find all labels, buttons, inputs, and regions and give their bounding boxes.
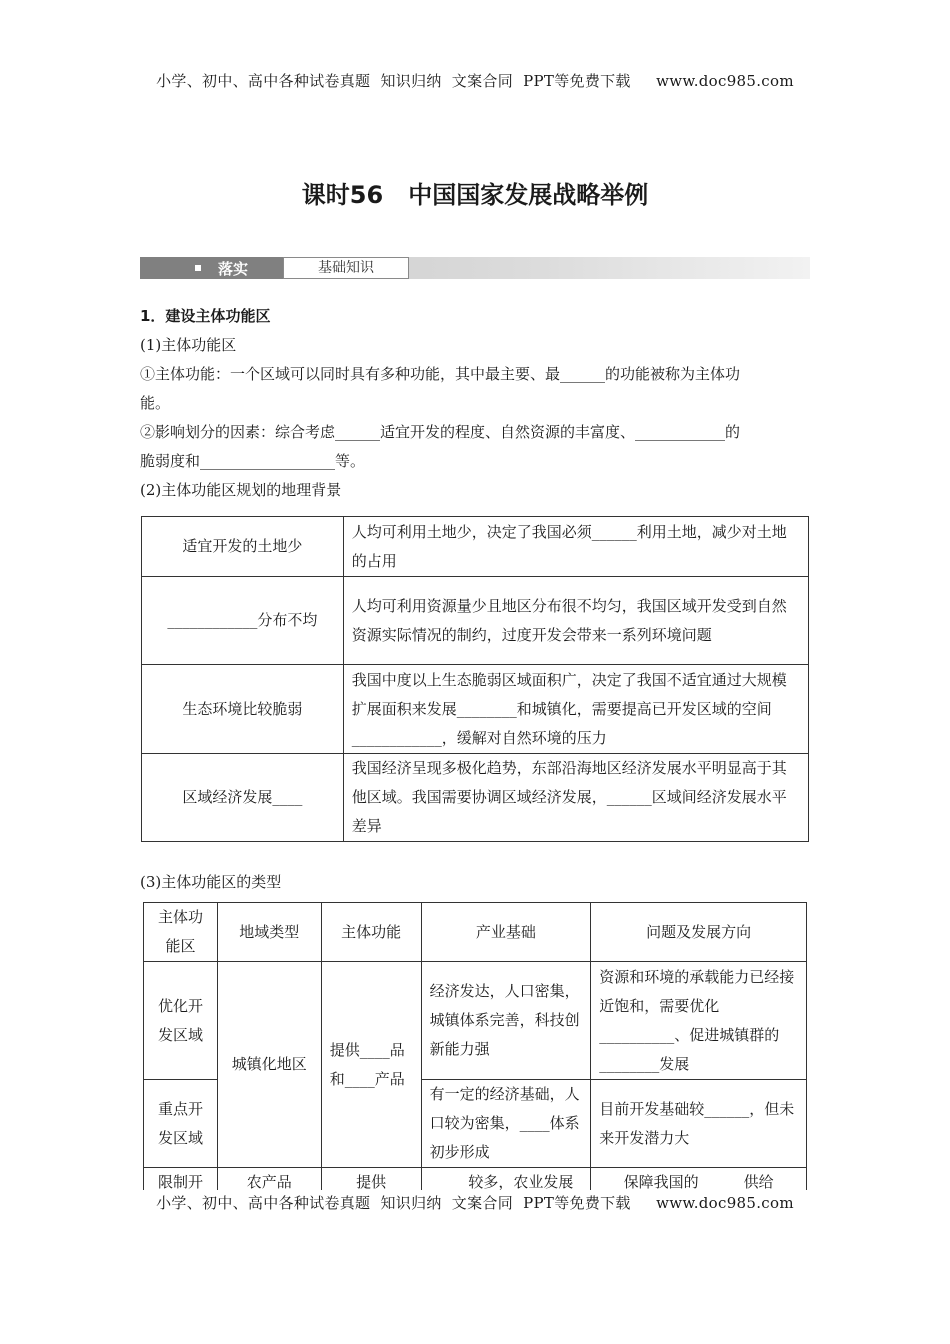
table-cell: 提供____品和____产品 (321, 962, 421, 1168)
table-cell: 适宜开发的土地少 (142, 517, 344, 577)
table-cell: 重点开发区域 (144, 1080, 218, 1168)
table-cell: ____________分布不均 (142, 577, 344, 665)
paragraph: ②影响划分的因素：综合考虑______适宜开发的程度、自然资源的丰富度、____________的 (140, 423, 741, 441)
page-title: 课时56 中国国家发展战略举例 (301, 181, 649, 209)
table-cell: 农产品 (217, 1168, 321, 1191)
paragraph: 能。 (140, 394, 171, 412)
table-cell: ____较多，农业发展 (421, 1168, 591, 1191)
paragraph: 脆弱度和__________________等。 (140, 452, 366, 470)
subsection-title: (2)主体功能区规划的地理背景 (140, 481, 342, 499)
banner-tab-label: 基础知识 (283, 257, 409, 279)
table-cell: 区域经济发展____ (142, 754, 344, 842)
paragraph: ①主体功能：一个区域可以同时具有多种功能，其中最主要、最______的功能被称为主体功 (140, 365, 741, 383)
table-cell: 人均可利用土地少，决定了我国必须______利用土地，减少对土地的占用 (343, 517, 808, 577)
zone-types-table (143, 902, 807, 1190)
table-cell: 人均可利用资源量少且地区分布很不均匀，我国区域开发受到自然资源实际情况的制约，过度开发会带来一系列环境问题 (343, 577, 808, 665)
table-header-cell: 问题及发展方向 (591, 903, 807, 962)
table-cell: 提供 (321, 1168, 421, 1191)
table-header-cell: 产业基础 (421, 903, 591, 962)
table-cell: 目前开发基础较______，但未来开发潜力大 (591, 1080, 807, 1168)
table-cell: 生态环境比较脆弱 (142, 665, 344, 754)
subsection-title: (1)主体功能区 (140, 336, 237, 354)
subsection-title: (3)主体功能区的类型 (140, 873, 282, 891)
table-cell: 保障我国的______供给 (591, 1168, 807, 1191)
table-header-cell: 地域类型 (217, 903, 321, 962)
banner-dark-label: 落实 (218, 260, 249, 278)
page-header: 小学、初中、高中各种试卷真题 知识归纳 文案合同 PPT等免费下载 www.doc985.com (156, 72, 794, 90)
page-footer: 小学、初中、高中各种试卷真题 知识归纳 文案合同 PPT等免费下载 www.doc985.com (156, 1194, 794, 1212)
table-header-cell: 主体功能区 (144, 903, 218, 962)
table-cell: 经济发达，人口密集，城镇体系完善，科技创新能力强 (421, 962, 591, 1080)
table-cell: 我国经济呈现多极化趋势，东部沿海地区经济发展水平明显高于其他区域。我国需要协调区域经济发展，______区域间经济发展水平差异 (343, 754, 808, 842)
section-heading: 1．建设主体功能区 (140, 307, 271, 325)
table-cell: 有一定的经济基础，人口较为密集，____体系初步形成 (421, 1080, 591, 1168)
table-cell: 城镇化地区 (217, 962, 321, 1168)
table-cell: 优化开发区域 (144, 962, 218, 1080)
table-cell: 我国中度以上生态脆弱区域面积广，决定了我国不适宜通过大规模扩展面积来发展________和城镇化，需要提高已开发区域的空间____________，缓解对自然环境的压力 (343, 665, 808, 754)
table-cell: 限制开 (144, 1168, 218, 1191)
table-header-cell: 主体功能 (321, 903, 421, 962)
table-cell: 资源和环境的承载能力已经接近饱和，需要优化__________、促进城镇群的________发展 (591, 962, 807, 1080)
